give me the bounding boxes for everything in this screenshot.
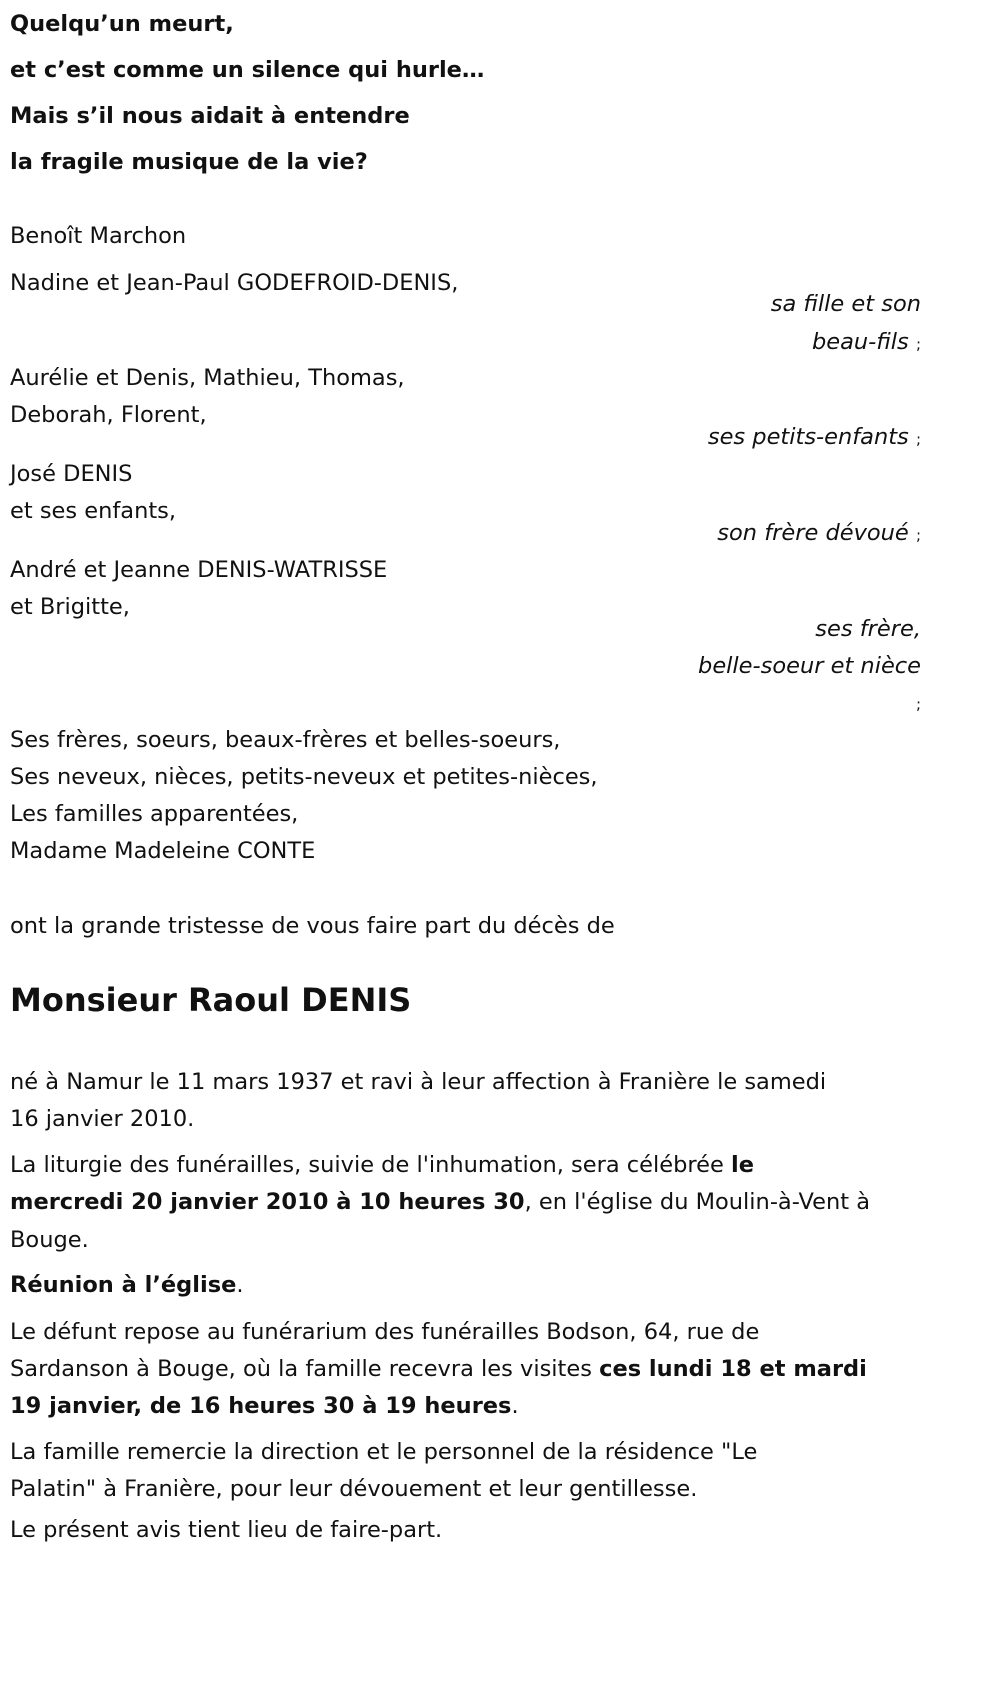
bold-text: 19 janvier, de 16 heures 30 à 19 heures (10, 1393, 512, 1419)
semicolon: ; (915, 335, 921, 353)
relation-label (812, 327, 921, 359)
body-line (10, 1354, 867, 1384)
poem-line: la fragile musique de la vie? (10, 149, 368, 175)
body-line: né à Namur le 11 mars 1937 et ravi à leur affection à Franière le samedi (10, 1069, 827, 1095)
family-line: Ses frères, soeurs, beaux-frères et belles-soeurs, (10, 727, 561, 753)
relation-text: beau-fils (811, 329, 909, 355)
relation-label: belle-soeur et nièce (698, 653, 921, 679)
family-line: et ses enfants, (10, 498, 177, 524)
poem-line: Mais s’il nous aidait à entendre (10, 103, 410, 129)
relation-text: ses petits-enfants (707, 424, 909, 450)
family-line: José DENIS (10, 461, 133, 487)
bold-text: Réunion à l’église (10, 1272, 237, 1298)
bold-text: le (730, 1152, 754, 1178)
text: . (511, 1393, 519, 1419)
poem-line: et c’est comme un silence qui hurle… (10, 57, 485, 83)
relation-label: sa fille et son (770, 291, 921, 317)
family-line: Aurélie et Denis, Mathieu, Thomas, (10, 365, 405, 391)
text: Sardanson à Bouge, où la famille recevra les visites (10, 1356, 600, 1382)
body-line: Le défunt repose au funérarium des funérailles Bodson, 64, rue de (10, 1319, 760, 1345)
relation-label (717, 518, 921, 550)
body-line: La famille remercie la direction et le personnel de la résidence "Le (10, 1439, 758, 1465)
bold-text: mercredi 20 janvier 2010 à 10 heures 30 (10, 1189, 525, 1215)
family-line: Les familles apparentées, (10, 801, 299, 827)
deceased-name: Monsieur Raoul DENIS (10, 981, 412, 1019)
family-line: Ses neveux, nièces, petits-neveux et petites-nièces, (10, 764, 598, 790)
family-line: André et Jeanne DENIS-WATRISSE (10, 557, 388, 583)
family-line: Deborah, Florent, (10, 402, 207, 428)
body-line (10, 1270, 244, 1300)
text: La liturgie des funérailles, suivie de l'inhumation, sera célébrée (10, 1152, 731, 1178)
body-line (10, 1391, 519, 1421)
poem-line: Quelqu’un meurt, (10, 11, 234, 37)
announcement: ont la grande tristesse de vous faire part du décès de (10, 913, 615, 939)
semicolon: ; (915, 430, 921, 448)
text: , en l'église du Moulin-à-Vent à (524, 1189, 871, 1215)
family-line: et Brigitte, (10, 594, 130, 620)
body-line: 16 janvier 2010. (10, 1106, 195, 1132)
relation-text: son frère dévoué (717, 520, 909, 546)
body-line (10, 1150, 754, 1180)
relation-label: ses frère, (815, 616, 921, 642)
body-line: Palatin" à Franière, pour leur dévouement et leur gentillesse. (10, 1476, 698, 1502)
relation-label (708, 422, 921, 454)
semicolon: ; (915, 695, 921, 713)
body-line: Le présent avis tient lieu de faire-part. (10, 1517, 443, 1543)
body-line (10, 1187, 870, 1217)
family-line: Nadine et Jean-Paul GODEFROID-DENIS, (10, 270, 459, 296)
semicolon: ; (915, 526, 921, 544)
bold-text: ces lundi 18 et mardi (599, 1356, 867, 1382)
family-line: Madame Madeleine CONTE (10, 838, 316, 864)
family-line: Benoît Marchon (10, 223, 187, 249)
body-line: Bouge. (10, 1227, 89, 1253)
text: . (236, 1272, 244, 1298)
